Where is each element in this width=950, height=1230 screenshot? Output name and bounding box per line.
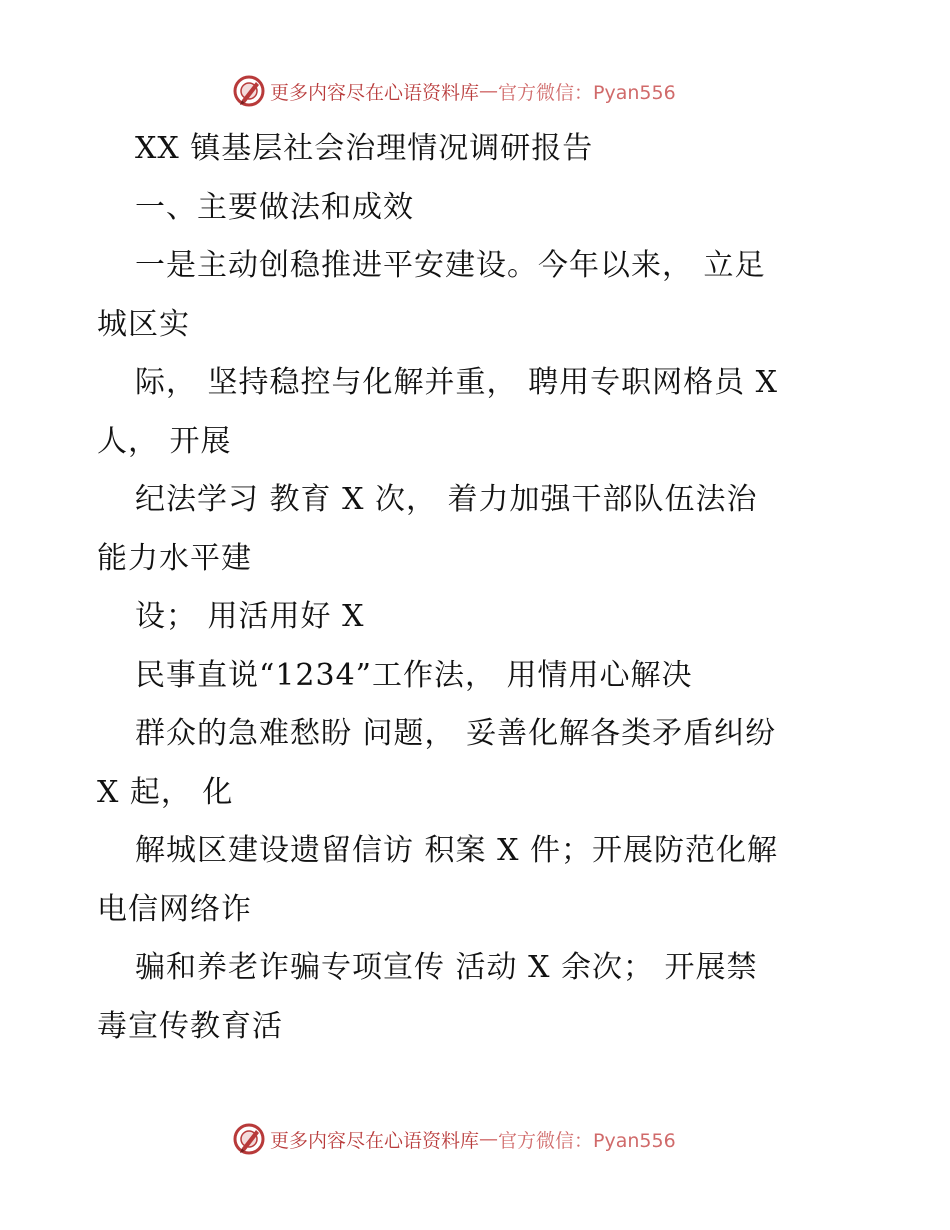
pen-logo-icon (232, 1122, 266, 1156)
paragraph-line: 毒宣传教育活 (97, 1008, 283, 1044)
paragraph-line: 民事直说“1234”工作法， 用情用心解决 (135, 657, 693, 693)
paragraph-line: 纪法学习 教育 X 次， 着力加强干部队伍法治 (135, 482, 758, 517)
watermark-banner-top (232, 72, 712, 110)
pen-logo-icon (232, 74, 266, 108)
paragraph-line: 际， 坚持稳控与化解并重， 聘用专职网格员 X (135, 365, 778, 400)
paragraph-line: 一是主动创稳推进平安建设。今年以来， 立足 (135, 248, 766, 283)
paragraph-line: 群众的急难愁盼 问题， 妥善化解各类矛盾纠纷 (135, 716, 777, 751)
watermark-contact: 官方微信：Pyan556 (498, 81, 676, 104)
watermark-text: 更多内容尽在心语资料库 (270, 1129, 480, 1152)
paragraph-line: 骗和养老诈骗专项宣传 活动 X 余次； 开展禁 (135, 950, 758, 985)
document-body (97, 120, 857, 1056)
document-title: XX 镇基层社会治理情况调研报告 (135, 131, 594, 166)
watermark-banner-bottom (232, 1120, 712, 1158)
watermark-contact: 官方微信：Pyan556 (498, 1129, 676, 1152)
section-heading: 一、主要做法和成效 (135, 189, 414, 225)
paragraph-line: 电信网络诈 (97, 891, 252, 927)
paragraph-line: 城区实 (97, 306, 190, 342)
watermark-separator: — (479, 80, 499, 102)
paragraph-line: X 起， 化 (97, 774, 234, 810)
paragraph-line: 人， 开展 (97, 423, 232, 459)
paragraph-line: 能力水平建 (97, 540, 252, 576)
watermark-separator: — (479, 1128, 499, 1150)
paragraph-line: 解城区建设遗留信访 积案 X 件；开展防范化解 (135, 833, 778, 868)
watermark-text: 更多内容尽在心语资料库 (270, 81, 480, 104)
paragraph-line: 设； 用活用好 X (135, 599, 365, 634)
